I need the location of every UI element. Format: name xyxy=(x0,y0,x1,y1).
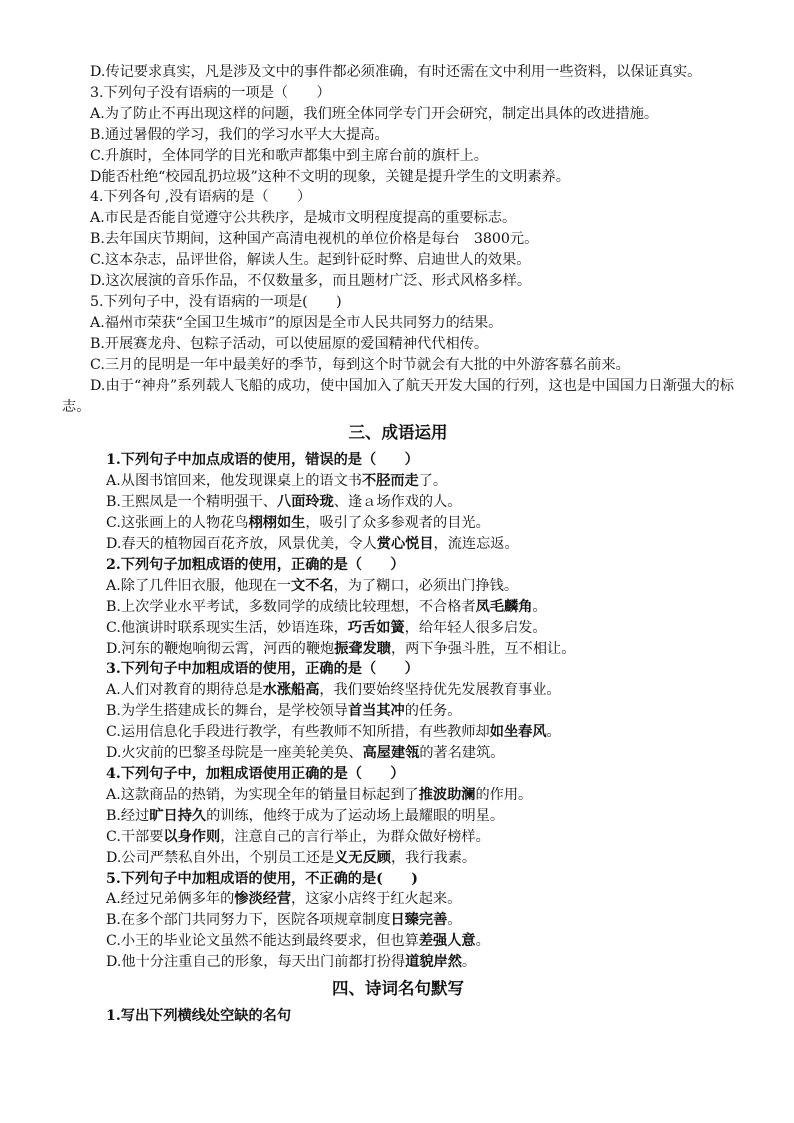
option-c xyxy=(62,722,734,743)
option-text: 了。 xyxy=(418,473,448,490)
option-text: 的训练，他终于成为了运动场上最耀眼的明星。 xyxy=(206,807,505,824)
idiom-question-5-stem: 5.下列句子中加粗成语的使用，不正确的是( ) xyxy=(106,870,418,887)
idiom-text: 推波助澜 xyxy=(418,786,476,803)
option-text: A.人们对教育的期待总是 xyxy=(106,682,263,699)
option-text: B.王熙凤是一个精明强干、 xyxy=(106,494,277,511)
option-text: A.从图书馆回来，他发现课桌上的语文书 xyxy=(106,473,362,490)
option-c xyxy=(62,618,734,639)
option-b xyxy=(62,492,734,513)
section-3-heading: 三、成语运用 xyxy=(348,423,448,443)
option-text: C.运用信息化手段进行教学，有些教师不知所措，有些教师却 xyxy=(106,724,490,741)
poetry-question-1-stem: 1.写出下列横线处空缺的名句 xyxy=(106,1008,292,1025)
option-text: ，我们要始终坚持优先发展教育事业。 xyxy=(319,682,561,699)
option-text: C.他演讲时联系现实生活，妙语连珠， xyxy=(106,619,348,636)
option-text: D.他十分注重自己的形象，每天出门前都打扮得 xyxy=(106,954,406,971)
option-text: ，注意自己的言行举止，为群众做好榜样。 xyxy=(220,828,490,845)
option-a xyxy=(62,889,734,910)
option-text: 的著名建筑。 xyxy=(419,745,505,762)
idiom-question-1-stem: 1.下列句子中加点成语的使用，错误的是（ ） xyxy=(106,452,419,469)
option-d: D.这次展演的音乐作品，不仅数量多，而且题材广泛、形式风格多样。 xyxy=(90,273,532,290)
option-text: A.除了几件旧衣服，他现在一 xyxy=(106,577,292,594)
option-c: C.升旗时，全体同学的目光和歌声都集中到主席台前的旗杆上。 xyxy=(90,147,488,164)
idiom-text: 如坐春风 xyxy=(489,724,547,741)
option-text: B.为学生搭建成长的舞台，是学校领导 xyxy=(106,703,348,720)
option-text: A.这款商品的热销，为实现全年的销量目标起到了 xyxy=(106,786,419,803)
document-page xyxy=(62,62,734,1027)
option-text: D.公司严禁私自外出，个别员工还是 xyxy=(106,849,335,866)
option-d-paragraph: D.传记要求真实，凡是涉及文中的事件都必须准确，有时还需在文中利用一些资料，以保证真实。 xyxy=(90,64,702,80)
option-b xyxy=(62,701,734,722)
option-c xyxy=(62,513,734,534)
option-text: ，这家小店终于红火起来。 xyxy=(291,891,462,908)
option-d xyxy=(62,639,734,660)
idiom-text: 义无反顾 xyxy=(334,849,391,866)
idiom-text: 八面玲珑 xyxy=(277,494,334,511)
idiom-question-2-stem: 2.下列句子加粗成语的使用，正确的是（ ） xyxy=(106,556,405,573)
option-text: 、逢ａ场作戏的人。 xyxy=(333,494,462,511)
option-text: 。 xyxy=(461,954,477,971)
option-b xyxy=(62,806,734,827)
section-4-heading: 四、诗词名句默写 xyxy=(332,979,464,999)
idiom-text: 振聋发聩 xyxy=(334,640,391,657)
idiom-question-4-stem: 4.下列句子中，加粗成语使用正确的是（ ） xyxy=(106,766,405,782)
option-c xyxy=(62,931,734,952)
idiom-text: 首当其冲 xyxy=(347,703,405,720)
option-a xyxy=(62,785,734,806)
option-text: ，为了糊口，必须出门挣钱。 xyxy=(333,577,519,594)
option-b: B.通过暑假的学习，我们的学习水平大大提高。 xyxy=(90,126,389,143)
option-text: 的作用。 xyxy=(475,786,533,803)
option-text: C.小王的毕业论文虽然不能达到最终要求，但也算 xyxy=(106,933,419,950)
option-d-paragraph: D.由于“神舟”系列载人飞船的成功，使中国加入了航天开发大国的行列，这也是中国国力日渐强大的标志。 xyxy=(62,377,734,415)
idiom-question-3-stem: 3.下列句子中加粗成语的使用，正确的是（ ） xyxy=(106,661,419,678)
idiom-text: 惨淡经营 xyxy=(234,891,292,908)
option-text: D.火灾前的巴黎圣母院是一座美轮美奂、 xyxy=(106,745,363,762)
option-text: C.干部要 xyxy=(106,828,164,845)
idiom-text: 水涨船高 xyxy=(262,682,320,699)
option-text: ，我行我素。 xyxy=(390,849,477,866)
option-a xyxy=(62,680,734,701)
option-text: 。 xyxy=(447,912,462,929)
idiom-text: 文不名 xyxy=(291,577,334,594)
idiom-text: 日臻完善 xyxy=(390,912,448,929)
option-text: 。 xyxy=(475,933,490,950)
option-d xyxy=(62,743,734,764)
option-d xyxy=(62,534,734,555)
option-d: D能否杜绝“校园乱扔垃圾”这种不文明的现象，关键是提升学生的文明素养。 xyxy=(90,168,570,185)
question-3-stem: 3.下列句子没有语病的一项是（ ） xyxy=(90,84,331,101)
option-b xyxy=(62,597,734,618)
idiom-text: 赏心悦目 xyxy=(376,536,434,553)
option-text: 。 xyxy=(546,724,561,741)
option-text: ，给年轻人很多启发。 xyxy=(404,619,547,636)
idiom-text: 不胫而走 xyxy=(361,473,419,490)
option-text: ，流连忘返。 xyxy=(433,536,519,553)
idiom-text: 以身作则 xyxy=(163,828,221,845)
idiom-text: 旷日持久 xyxy=(149,807,207,824)
option-text: 。 xyxy=(532,598,547,615)
idiom-text: 差强人意 xyxy=(418,933,476,950)
option-a: A.福州市荣获“全国卫生城市”的原因是全市人民共同努力的结果。 xyxy=(90,314,503,331)
idiom-text: 高屋建瓴 xyxy=(362,745,420,762)
question-5-stem: 5.下列句子中，没有语病的一项是( ) xyxy=(90,293,342,310)
option-c: C.这本杂志，品评世俗，解读人生。起到针砭时弊、启迪世人的效果。 xyxy=(90,252,531,269)
option-c: C.三月的昆明是一年中最美好的季节，每到这个时节就会有大批的中外游客慕名前来。 xyxy=(90,356,630,373)
option-c xyxy=(62,827,734,848)
option-text: B.在多个部门共同努力下，医院各项规章制度 xyxy=(106,912,391,929)
option-d xyxy=(62,952,734,973)
question-4-stem: 4.下列各句 ,没有语病的是（ ） xyxy=(90,189,312,206)
option-b: B.去年国庆节期间，这种国产高清电视机的单位价格是每台 3800元。 xyxy=(90,231,539,248)
option-text: 的任务。 xyxy=(404,703,462,720)
option-text: ，吸引了众多参观者的目光。 xyxy=(305,515,490,532)
option-text: C.这张画上的人物花鸟 xyxy=(106,515,249,532)
option-a xyxy=(62,471,734,492)
option-a: A.市民是否能自觉遵守公共秩序，是城市文明程度提高的重要标志。 xyxy=(90,210,517,227)
option-text: ，两下争强斗胜，互不相让。 xyxy=(390,640,576,657)
option-text: D.春天的植物园百花齐放，风景优美，令人 xyxy=(106,536,377,553)
option-d xyxy=(62,848,734,869)
option-text: D.河东的鞭炮响彻云霄，河西的鞭炮 xyxy=(106,640,335,657)
option-a: A.为了防止不再出现这样的问题，我们班全体同学专门开会研究，制定出具体的改进措施。 xyxy=(90,105,659,122)
option-text: A.经过兄弟俩多年的 xyxy=(106,891,235,908)
option-b xyxy=(62,910,734,931)
idiom-text: 道貌岸然 xyxy=(405,954,462,971)
option-a xyxy=(62,576,734,597)
idiom-text: 凤毛麟角 xyxy=(475,598,533,615)
idiom-text: 栩栩如生 xyxy=(248,515,306,532)
option-text: B.经过 xyxy=(106,807,150,824)
option-text: B.上次学业水平考试，多数同学的成绩比较理想，不合格者 xyxy=(106,598,476,615)
option-b: B.开展赛龙舟、包粽子活动，可以使屈原的爱国精神代代相传。 xyxy=(90,335,489,352)
idiom-text: 巧舌如簧 xyxy=(347,619,405,636)
